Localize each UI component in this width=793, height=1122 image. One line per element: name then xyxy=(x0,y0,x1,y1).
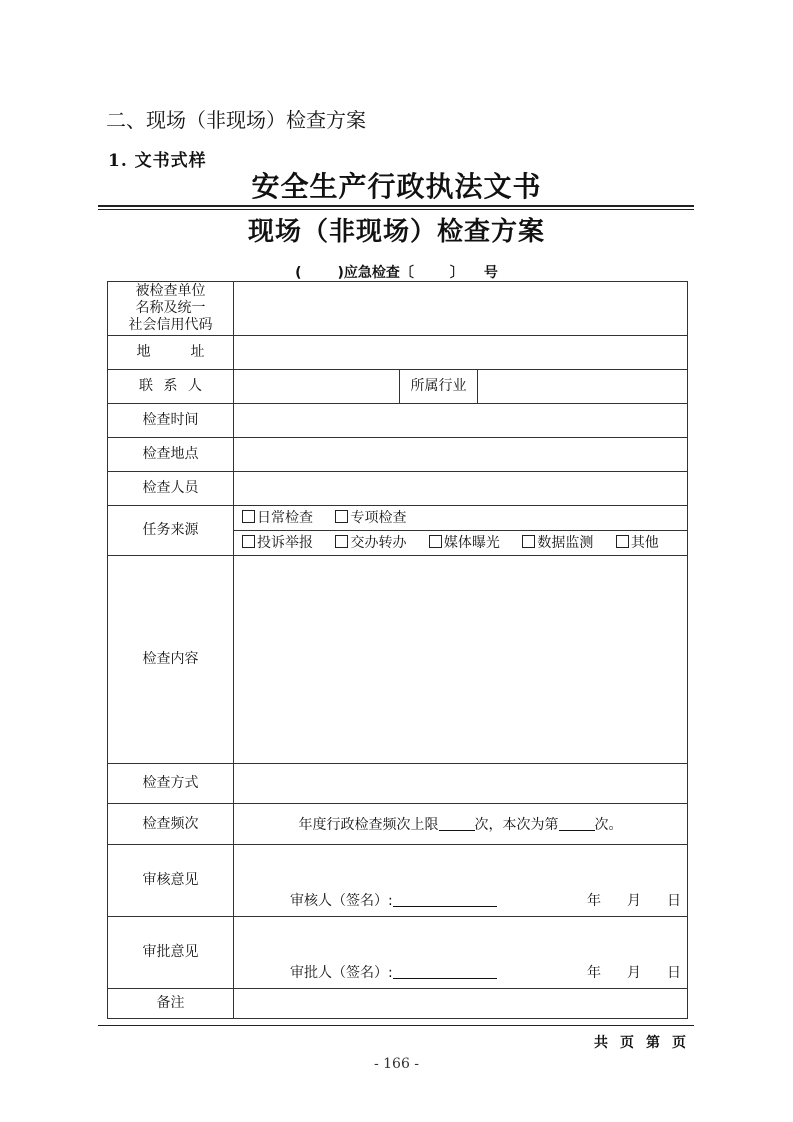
frequency-text-1: 年度行政检查频次上限 xyxy=(298,817,439,833)
checkbox-icon[interactable] xyxy=(335,510,348,523)
review-date-month: 月 xyxy=(627,893,642,909)
checkbox-icon[interactable] xyxy=(522,535,535,548)
option-special-inspection[interactable] xyxy=(335,506,406,530)
unit-label xyxy=(108,282,234,336)
approve-signer xyxy=(290,962,497,982)
approve-signer-label: 审批人（签名）: xyxy=(290,965,393,981)
option-label: 交办转办 xyxy=(350,535,407,551)
option-label: 日常检查 xyxy=(257,510,313,526)
approve-date-month: 月 xyxy=(627,965,642,981)
form-row-unit xyxy=(108,282,688,336)
option-data-monitoring[interactable] xyxy=(522,531,593,555)
doc-number-close: 〕 xyxy=(449,265,464,281)
unit-label-line2: 名称及统一 xyxy=(135,300,206,316)
doc-number-open-paren: ( xyxy=(295,265,302,281)
frequency-current-blank[interactable] xyxy=(559,816,595,831)
header-rule-thin xyxy=(98,209,694,210)
content-label: 检查内容 xyxy=(108,556,234,764)
approve-signature-line[interactable] xyxy=(393,964,497,979)
address-label xyxy=(108,336,234,370)
checkbox-icon[interactable] xyxy=(335,535,348,548)
review-field[interactable] xyxy=(234,845,688,917)
method-label: 检查方式 xyxy=(108,764,234,804)
form-row-personnel xyxy=(108,472,688,506)
review-date xyxy=(561,890,681,910)
page-count-pages: 页 xyxy=(620,1035,634,1051)
review-signer-label: 审核人（签名）: xyxy=(290,893,393,909)
option-label: 数据监测 xyxy=(537,535,594,551)
approve-signature-area xyxy=(234,917,687,988)
option-assigned[interactable] xyxy=(335,531,406,555)
approve-label: 审批意见 xyxy=(108,917,234,989)
place-field[interactable] xyxy=(234,438,688,472)
review-label: 审核意见 xyxy=(108,845,234,917)
approve-field[interactable] xyxy=(234,917,688,989)
personnel-field[interactable] xyxy=(234,472,688,506)
contact-label: 联 系 人 xyxy=(108,370,234,404)
frequency-text-2: 次，本次为第 xyxy=(474,817,559,833)
option-complaint[interactable] xyxy=(242,531,313,555)
section-title: 二、现场（非现场）检查方案 xyxy=(106,108,366,132)
task-source-options xyxy=(234,506,688,556)
method-field[interactable] xyxy=(234,764,688,804)
frequency-text-3: 次。 xyxy=(594,817,623,833)
doc-number-mid: )应急检查〔 xyxy=(337,265,414,281)
checkbox-icon[interactable] xyxy=(616,535,629,548)
address-field[interactable] xyxy=(234,336,688,370)
subsection-title: 1. 文书式样 xyxy=(108,151,207,171)
remark-label: 备注 xyxy=(108,989,234,1019)
unit-label-line1: 被检查单位 xyxy=(135,283,206,299)
address-label-a: 地 xyxy=(136,344,151,360)
option-label: 投诉举报 xyxy=(257,535,313,551)
frequency-limit-blank[interactable] xyxy=(439,816,475,831)
option-label: 媒体曝光 xyxy=(443,535,500,551)
form-row-task-source xyxy=(108,506,688,556)
form-row-place xyxy=(108,438,688,472)
form-row-time xyxy=(108,404,688,438)
header-rule-thick xyxy=(98,205,694,207)
checkbox-icon[interactable] xyxy=(242,510,255,523)
review-signature-line[interactable] xyxy=(393,892,497,907)
form-row-address xyxy=(108,336,688,370)
frequency-label: 检查频次 xyxy=(108,804,234,845)
unit-field[interactable] xyxy=(234,282,688,336)
form-row-remark xyxy=(108,989,688,1019)
task-options-row1 xyxy=(234,506,687,530)
remark-field[interactable] xyxy=(234,989,688,1019)
document-category-title: 安全生产行政执法文书 xyxy=(251,170,542,203)
form-row-contact xyxy=(108,370,688,404)
personnel-label: 检查人员 xyxy=(108,472,234,506)
doc-number-suffix: 号 xyxy=(483,265,498,281)
unit-label-line3: 社会信用代码 xyxy=(128,317,213,333)
time-field[interactable] xyxy=(234,404,688,438)
document-number xyxy=(0,262,793,282)
document-title: 现场（非现场）检查方案 xyxy=(247,217,545,247)
form-row-method xyxy=(108,764,688,804)
place-label: 检查地点 xyxy=(108,438,234,472)
option-other[interactable] xyxy=(616,531,659,555)
form-row-frequency xyxy=(108,804,688,845)
footer-rule xyxy=(98,1025,694,1026)
checkbox-icon[interactable] xyxy=(242,535,255,548)
frequency-field xyxy=(234,804,688,845)
industry-field[interactable] xyxy=(478,370,688,404)
form-row-review xyxy=(108,845,688,917)
task-options-row2 xyxy=(234,530,687,555)
page-count-suffix: 页 xyxy=(672,1035,686,1051)
option-daily-inspection[interactable] xyxy=(242,506,313,530)
industry-label: 所属行业 xyxy=(400,370,478,404)
option-media-exposure[interactable] xyxy=(429,531,500,555)
form-row-approve xyxy=(108,917,688,989)
review-signature-area xyxy=(234,845,687,916)
page-count-page-no: 第 xyxy=(646,1035,660,1051)
page-number: - 166 - xyxy=(373,1056,420,1072)
checkbox-icon[interactable] xyxy=(429,535,442,548)
time-label: 检查时间 xyxy=(108,404,234,438)
approve-date xyxy=(561,962,681,982)
approve-date-day: 日 xyxy=(667,965,682,981)
form-row-content xyxy=(108,556,688,764)
review-date-year: 年 xyxy=(587,893,602,909)
inspection-plan-form xyxy=(107,281,688,1019)
option-label: 专项检查 xyxy=(350,510,407,526)
review-date-day: 日 xyxy=(667,893,682,909)
content-field[interactable] xyxy=(234,556,688,764)
task-source-label: 任务来源 xyxy=(108,506,234,556)
page-count xyxy=(594,1032,686,1052)
review-signer xyxy=(290,890,497,910)
approve-date-year: 年 xyxy=(587,965,602,981)
contact-field[interactable] xyxy=(234,370,400,404)
option-label: 其他 xyxy=(630,535,659,551)
address-label-b: 址 xyxy=(190,344,205,360)
page-count-total: 共 xyxy=(594,1035,608,1051)
